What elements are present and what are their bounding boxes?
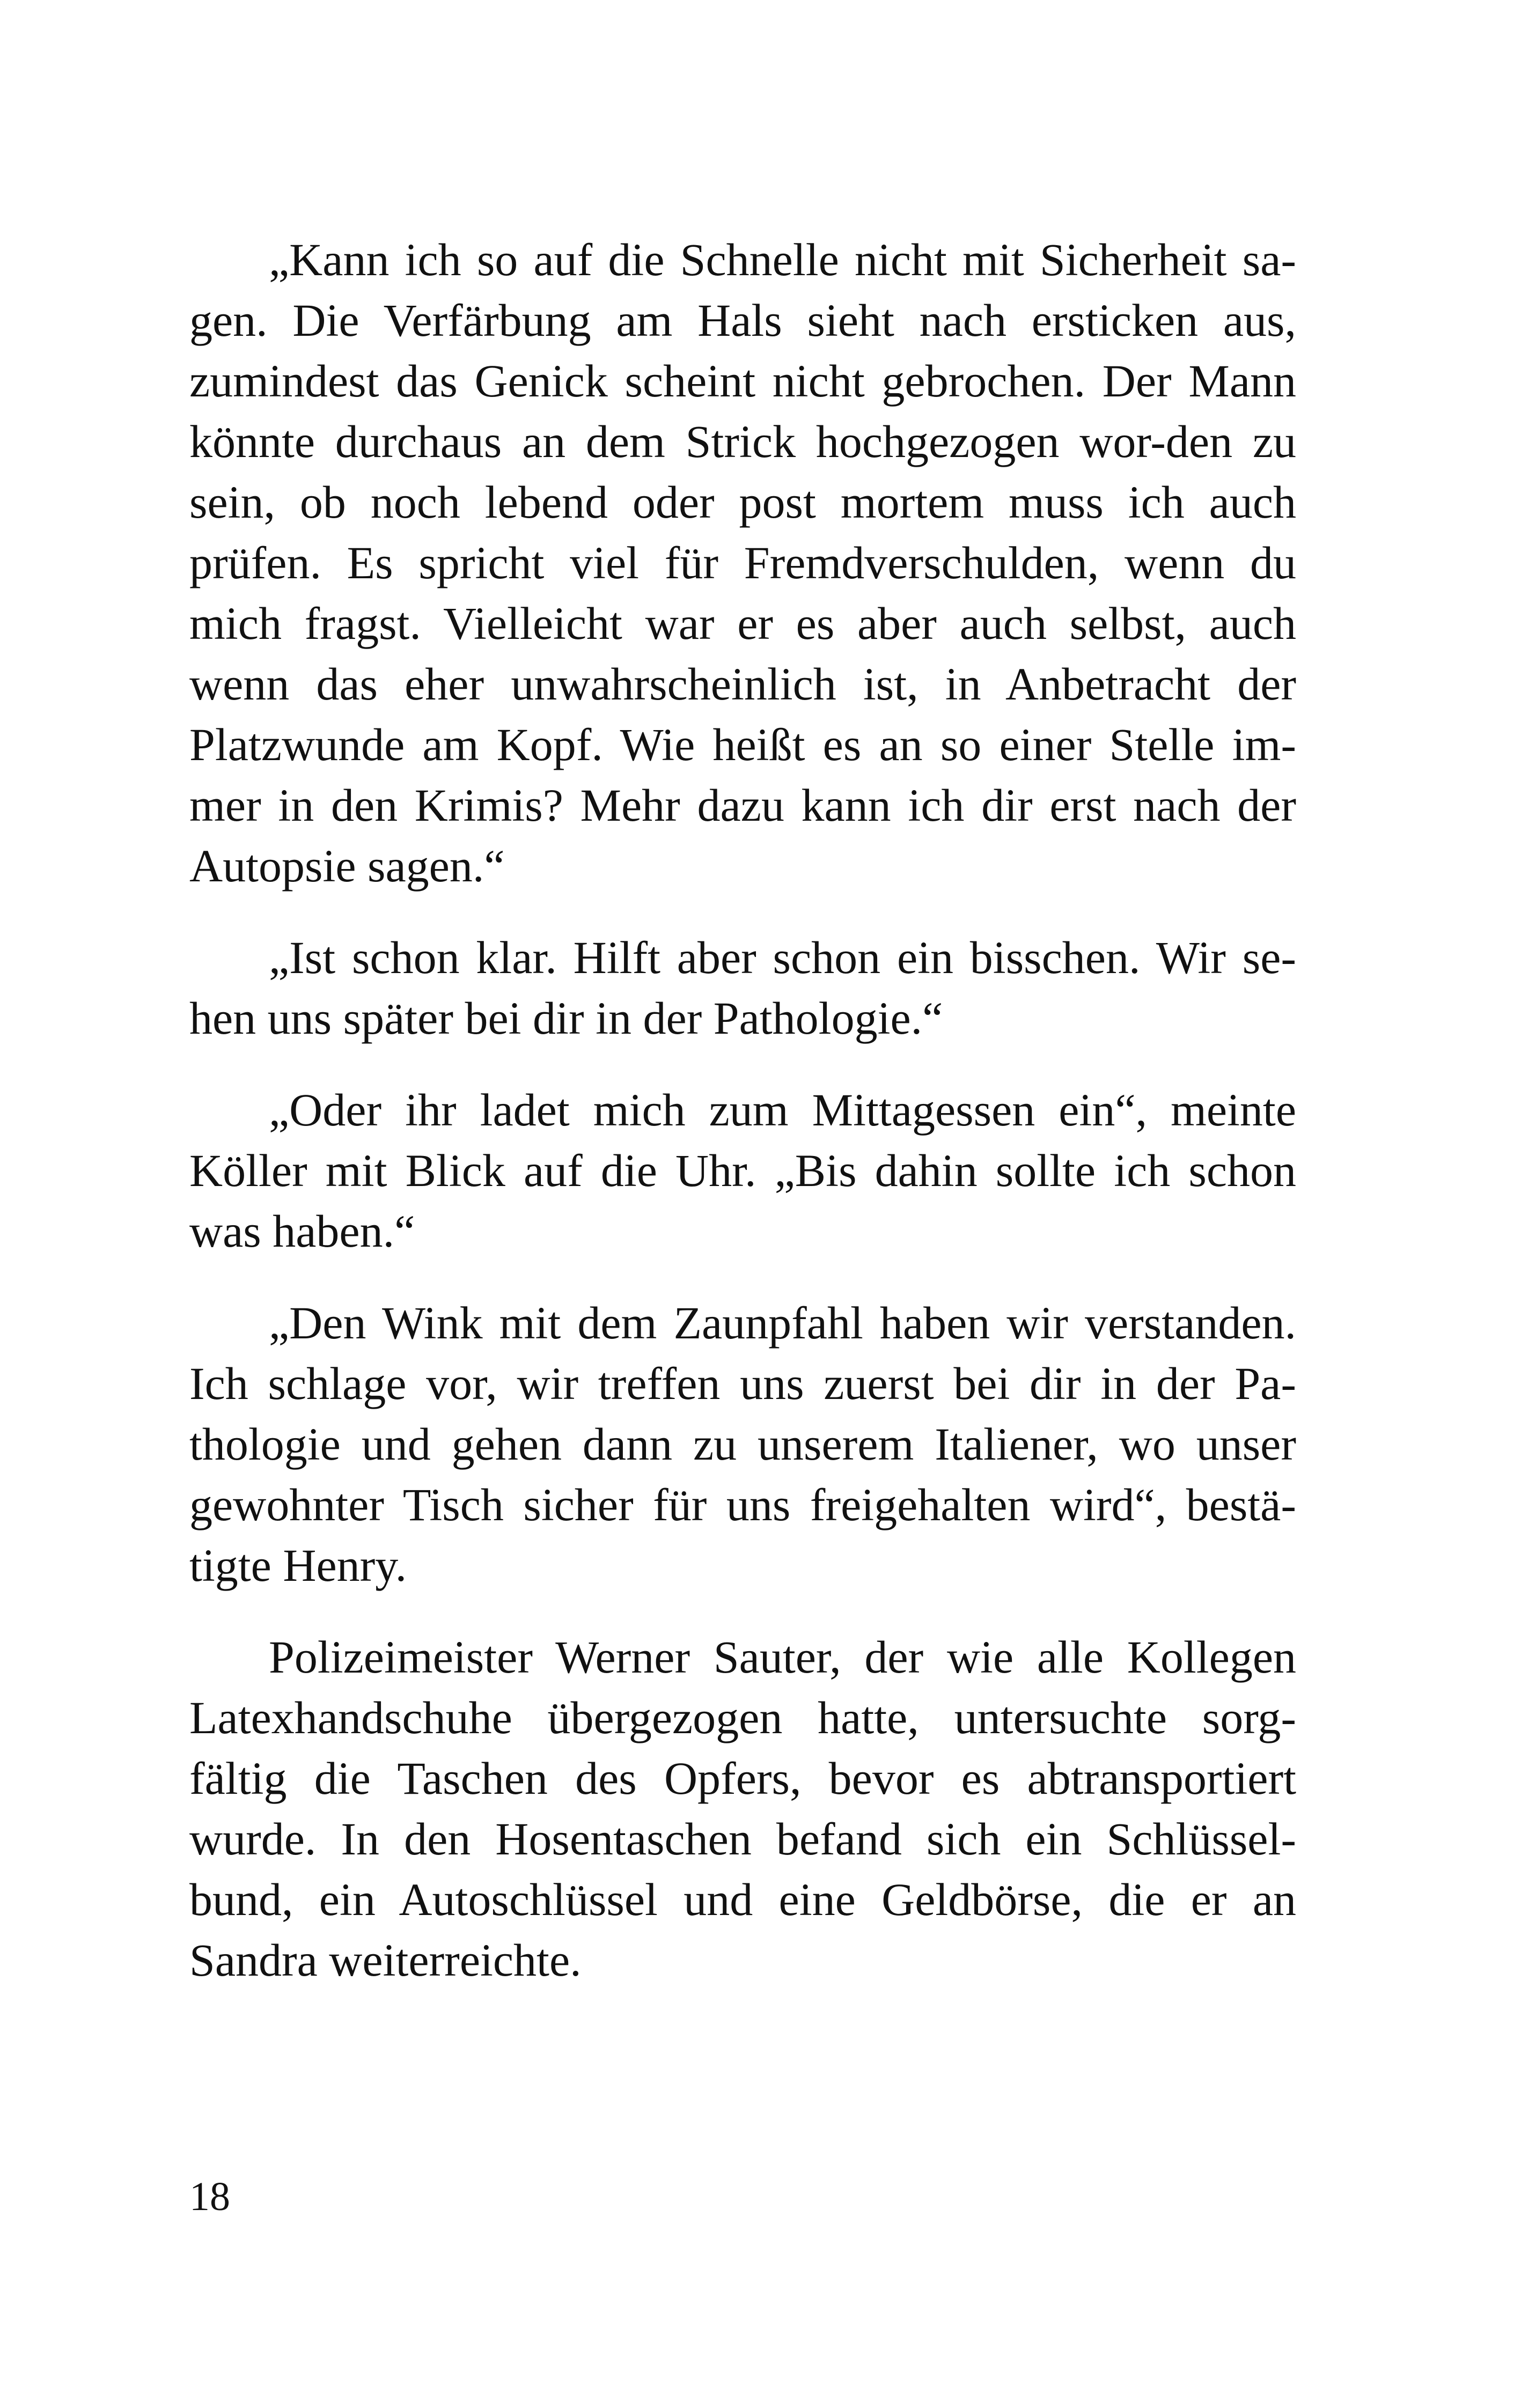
paragraph: Polizeimeister Werner Sauter, der wie alle Kollegen Latexhandschuhe übergezogen hatte, untersuchte sorg-fältig die Taschen des Opfers, bevor es abtransportiert wurde. In den Hosentaschen befand sich ein Schlüssel-bund, ein Autoschlüssel und eine Geldbörse, die er an Sandra weiterreichte. [189,1631,1296,1986]
page-number: 18 [189,2174,230,2219]
body-text [189,230,1296,2022]
paragraph: „Kann ich so auf die Schnelle nicht mit Sicherheit sa-gen. Die Verfärbung am Hals sieht nach ersticken aus, zumindest das Genick scheint nicht gebrochen. Der Mann könnte durchaus an dem Strick hochgezogen wor-den zu sein, ob noch lebend oder post mortem muss ich auch prüfen. Es spricht viel für Fremdverschulden, wenn du mich fragst. Vielleicht war er es aber auch selbst, auch wenn das eher unwahrscheinlich ist, in Anbetracht der Platzwunde am Kopf. Wie heißt es an so einer Stelle im-mer in den Krimis? Mehr dazu kann ich dir erst nach der Autopsie sagen.“ [189,234,1296,892]
paragraph: „Oder ihr ladet mich zum Mittagessen ein“, meinte Köller mit Blick auf die Uhr. „Bis dahin sollte ich schon was haben.“ [189,1084,1296,1257]
paragraph: „Ist schon klar. Hilft aber schon ein bisschen. Wir se-hen uns später bei dir in der Pathologie.“ [189,932,1296,1044]
paragraph: „Den Wink mit dem Zaunpfahl haben wir verstanden. Ich schlage vor, wir treffen uns zuerst bei dir in der Pa-thologie und gehen dann zu unserem Italiener, wo unser gewohnter Tisch sicher für uns freigehalten wird“, bestä-tigte Henry. [189,1297,1296,1591]
